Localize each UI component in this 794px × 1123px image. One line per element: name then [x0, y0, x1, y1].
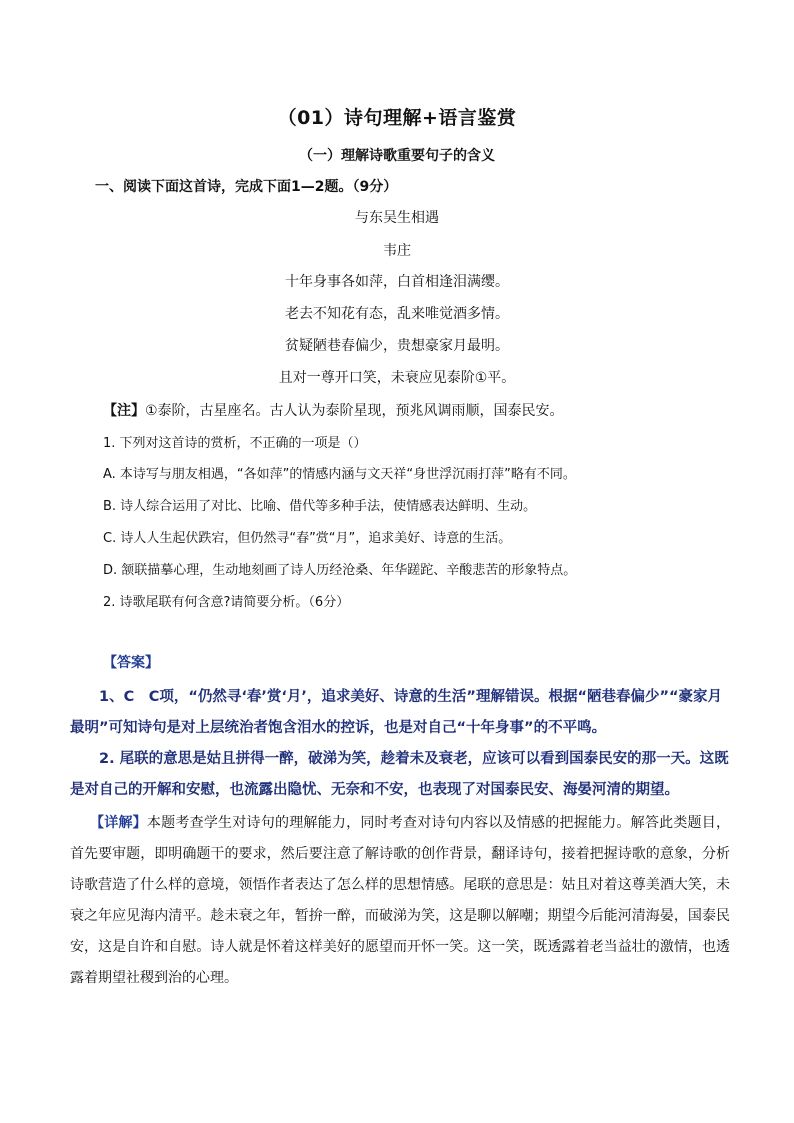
- detail-text: 本题考查学生对诗句的理解能力，同时考查对诗句内容以及情感的把握能力。解答此类题目，首先要审题，即明确题干的要求，然后要注意了解诗歌的创作背景，翻译诗句，接着把握诗歌的意象，分析诗歌营造了什么样的意境，领悟作者表达了怎么样的思想情感。尾联的意思是：姑且对着这尊美酒大笑，未衰之年应见海内清平。趁未衰之年，暂拚一醉，而破涕为笑，这是聊以解嘲；期望今后能河清海晏，国泰民安，这是自许和自慰。诗人就是怀着这样美好的愿望而开怀一笑。这一笑，既透露着老当益壮的激情，也透露着期望社稷到治的心理。: [70, 815, 731, 986]
- poem-line: 且对一尊开口笑，未衰应见泰阶①平。: [278, 370, 516, 386]
- option-a: A. 本诗写与朋友相遇，“各如萍”的情感内涵与文天祥“身世浮沉雨打萍”略有不同。: [103, 467, 576, 482]
- poem-author: 韦庄: [383, 243, 411, 259]
- question-item: 2. 诗歌尾联有何含意?请简要分析。（6分）: [103, 595, 350, 610]
- note-text: ①泰阶，古星座名。古人认为泰阶星现，预兆风调雨顺，国泰民安。: [145, 403, 564, 419]
- question-item: 1. 下列对这首诗的赏析，不正确的一项是（）: [103, 436, 367, 451]
- detail-heading: 【详解】: [90, 815, 147, 831]
- note-label: 【注】: [103, 403, 145, 419]
- annotation-note: [103, 400, 564, 420]
- poem-line: 贫疑陋巷春偏少，贵想豪家月最明。: [285, 338, 509, 354]
- poem-title: 与东吴生相遇: [355, 210, 439, 226]
- page-title: （01）诗句理解+语言鉴赏: [277, 107, 517, 129]
- section-subtitle: （一）理解诗歌重要句子的含义: [299, 148, 495, 164]
- answer-heading: 【答案】: [103, 655, 159, 671]
- answer-1: 1、C C项，“仍然寻‘春’赏‘月’，追求美好、诗意的生活”理解错误。根据“陋巷春偏少”“豪家月最明”可知诗句是对上层统治者饱含泪水的控诉，也是对自己“十年身事”的不平鸣。: [70, 689, 723, 736]
- detail-paragraph: [70, 808, 730, 994]
- option-b: B. 诗人综合运用了对比、比喻、借代等多种手法，使情感表达鲜明、生动。: [103, 499, 537, 514]
- poem-line: 老去不知花有态，乱来唯觉酒多情。: [285, 306, 509, 322]
- answer-2: 2. 尾联的意思是姑且拼得一醉，破涕为笑，趁着未及衰老，应该可以看到国泰民安的那一天。这既是对自己的开解和安慰，也流露出隐忧、无奈和不安，也表现了对国泰民安、海晏河清的期望。: [70, 751, 729, 798]
- option-d: D. 颔联描摹心理，生动地刻画了诗人历经沧桑、年华蹉跎、辛酸悲苦的形象特点。: [103, 563, 577, 578]
- question-intro: 一、阅读下面这首诗，完成下面1—2题。（9分）: [95, 179, 398, 195]
- option-c: C. 诗人人生起伏跌宕，但仍然寻“春”赏“月”，追求美好、诗意的生活。: [103, 531, 512, 546]
- poem-line: 十年身事各如萍，白首相逢泪满缨。: [285, 274, 509, 290]
